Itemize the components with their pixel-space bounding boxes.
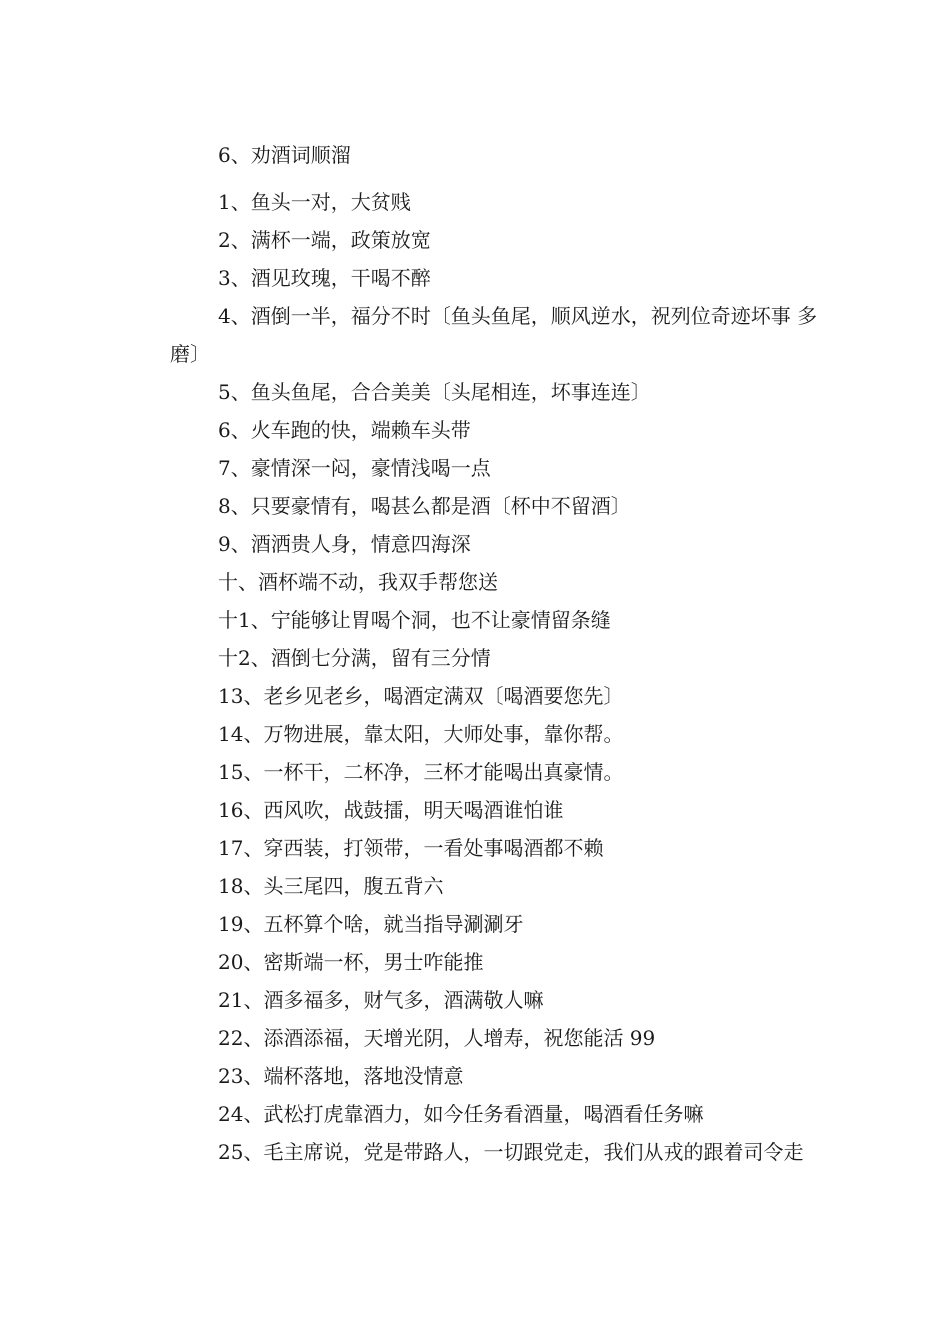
list-item: 4、酒倒一半，福分不时〔鱼头鱼尾，顺风逆水，祝列位奇迹坏事 多磨〕 — [170, 304, 818, 366]
list-item: 25、毛主席说，党是带路人，一切跟党走，我们从戎的跟着司令走 — [218, 1140, 804, 1164]
list-item: 7、豪情深一闷，豪情浅喝一点 — [218, 456, 491, 480]
list-item: 14、万物进展，靠太阳，大师处事，靠你帮。 — [218, 722, 624, 746]
document-body — [170, 136, 838, 1171]
list-item: 17、穿西装，打领带，一看处事喝酒都不赖 — [218, 836, 604, 860]
list-item: 6、火车跑的快，端赖车头带 — [218, 418, 471, 442]
section-heading: 6、劝酒词顺溜 — [218, 143, 351, 167]
list-item: 18、头三尾四，腹五背六 — [218, 874, 444, 898]
list-item: 8、只要豪情有，喝甚么都是酒〔杯中不留酒〕 — [218, 494, 631, 518]
list-item: 3、酒见玫瑰，干喝不醉 — [218, 266, 431, 290]
list-item: 9、酒洒贵人身，情意四海深 — [218, 532, 471, 556]
list-item: 19、五杯算个啥，就当指导涮涮牙 — [218, 912, 524, 936]
list-item: 十1、宁能够让胃喝个洞，也不让豪情留条缝 — [218, 608, 611, 632]
list-item: 2、满杯一端，政策放宽 — [218, 228, 431, 252]
list-item: 十、酒杯端不动，我双手帮您送 — [218, 570, 498, 594]
list-item: 13、老乡见老乡，喝酒定满双〔喝酒要您先〕 — [218, 684, 624, 708]
list-item: 15、一杯干，二杯净，三杯才能喝出真豪情。 — [218, 760, 624, 784]
list-item: 十2、酒倒七分满，留有三分情 — [218, 646, 491, 670]
list-item: 23、端杯落地，落地没情意 — [218, 1064, 464, 1088]
list-item: 1、鱼头一对，大贫贱 — [218, 190, 411, 214]
list-item: 21、酒多福多，财气多，酒满敬人嘛 — [218, 988, 544, 1012]
list-item: 24、武松打虎靠酒力，如今任务看酒量，喝酒看任务嘛 — [218, 1102, 704, 1126]
list-item: 20、密斯端一杯，男士咋能推 — [218, 950, 484, 974]
list-item: 22、添酒添福，天增光阴，人增寿，祝您能活 99 — [218, 1026, 656, 1050]
list-item: 5、鱼头鱼尾，合合美美〔头尾相连，坏事连连〕 — [218, 380, 651, 404]
list-item: 16、西风吹，战鼓擂，明天喝酒谁怕谁 — [218, 798, 564, 822]
